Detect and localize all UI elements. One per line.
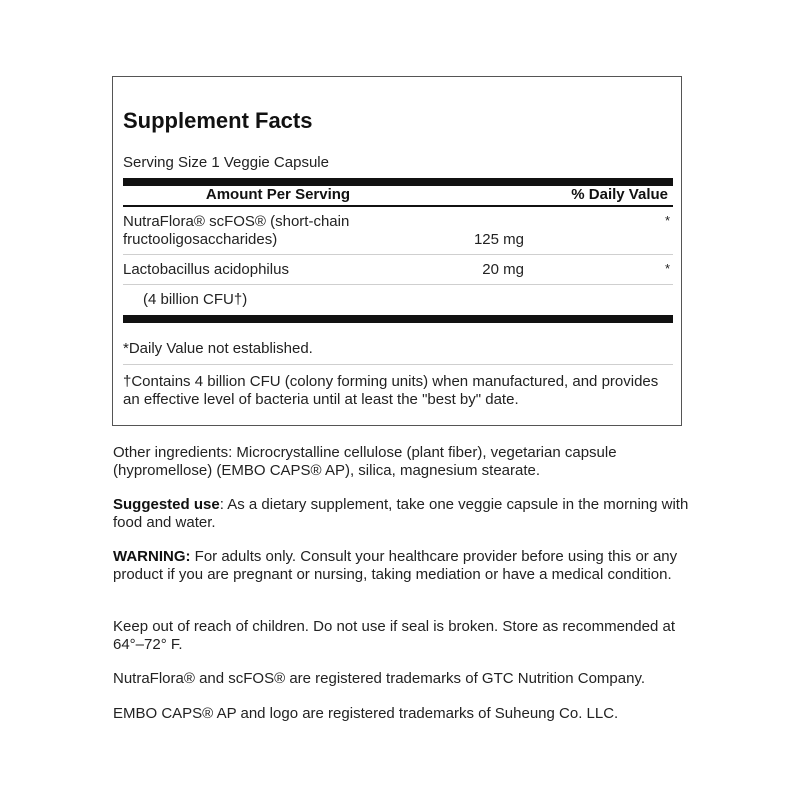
other-ingredients: Other ingredients: Microcrystalline cellulose (plant fiber), vegetarian capsule (hypromellose) (EMBO CAPS® AP), silica, magnesium stearate. <box>113 444 617 479</box>
trademark-nutraflora: NutraFlora® and scFOS® are registered trademarks of GTC Nutrition Company. <box>113 670 646 687</box>
ingredient-name-cont: fructooligosaccharides) <box>123 231 278 248</box>
row-divider <box>123 254 673 255</box>
daily-value-header: % Daily Value <box>571 186 668 203</box>
ingredient-amount: 20 mg <box>482 261 524 278</box>
ingredient-amount: 125 mg <box>473 231 524 248</box>
ingredient-name: NutraFlora® scFOS® (short-chain <box>123 213 350 230</box>
warning-text: For adults only. Consult your healthcare provider before using this or any product if you are pregnant or nursing, taking mediation or have a medical condition. <box>113 548 678 583</box>
facts-title: Supplement Facts <box>123 108 313 133</box>
ingredient-name: Lactobacillus acidophilus <box>123 261 289 278</box>
suggested-use-label: Suggested use <box>113 496 220 513</box>
ingredient-dv: * <box>665 213 671 228</box>
footnote-cfu: †Contains 4 billion CFU (colony forming units) when manufactured, and provides an effective level of bacteria until at least the "best by" date. <box>123 373 659 408</box>
footnote-daily-value: *Daily Value not established. <box>123 340 313 357</box>
header-divider <box>123 205 673 207</box>
row-divider <box>123 284 673 285</box>
trademark-embo-caps: EMBO CAPS® AP and logo are registered trademarks of Suheung Co. LLC. <box>113 705 619 722</box>
ingredient-dv: * <box>665 261 671 276</box>
top-divider-bar <box>123 178 673 186</box>
suggested-use <box>113 496 693 532</box>
amount-per-serving-header: Amount Per Serving <box>205 186 351 203</box>
storage-instructions: Keep out of reach of children. Do not use if seal is broken. Store as recommended at 64°–72° F. <box>113 618 675 653</box>
ingredient-subnote: (4 billion CFU†) <box>143 291 248 308</box>
bottom-divider-bar <box>123 315 673 323</box>
serving-size: Serving Size 1 Veggie Capsule <box>123 154 329 171</box>
footnote-divider <box>123 364 673 365</box>
warning <box>113 548 693 584</box>
warning-label: WARNING: <box>113 548 191 565</box>
suggested-use-text: : As a dietary supplement, take one veggie capsule in the morning with food and water. <box>113 496 689 531</box>
